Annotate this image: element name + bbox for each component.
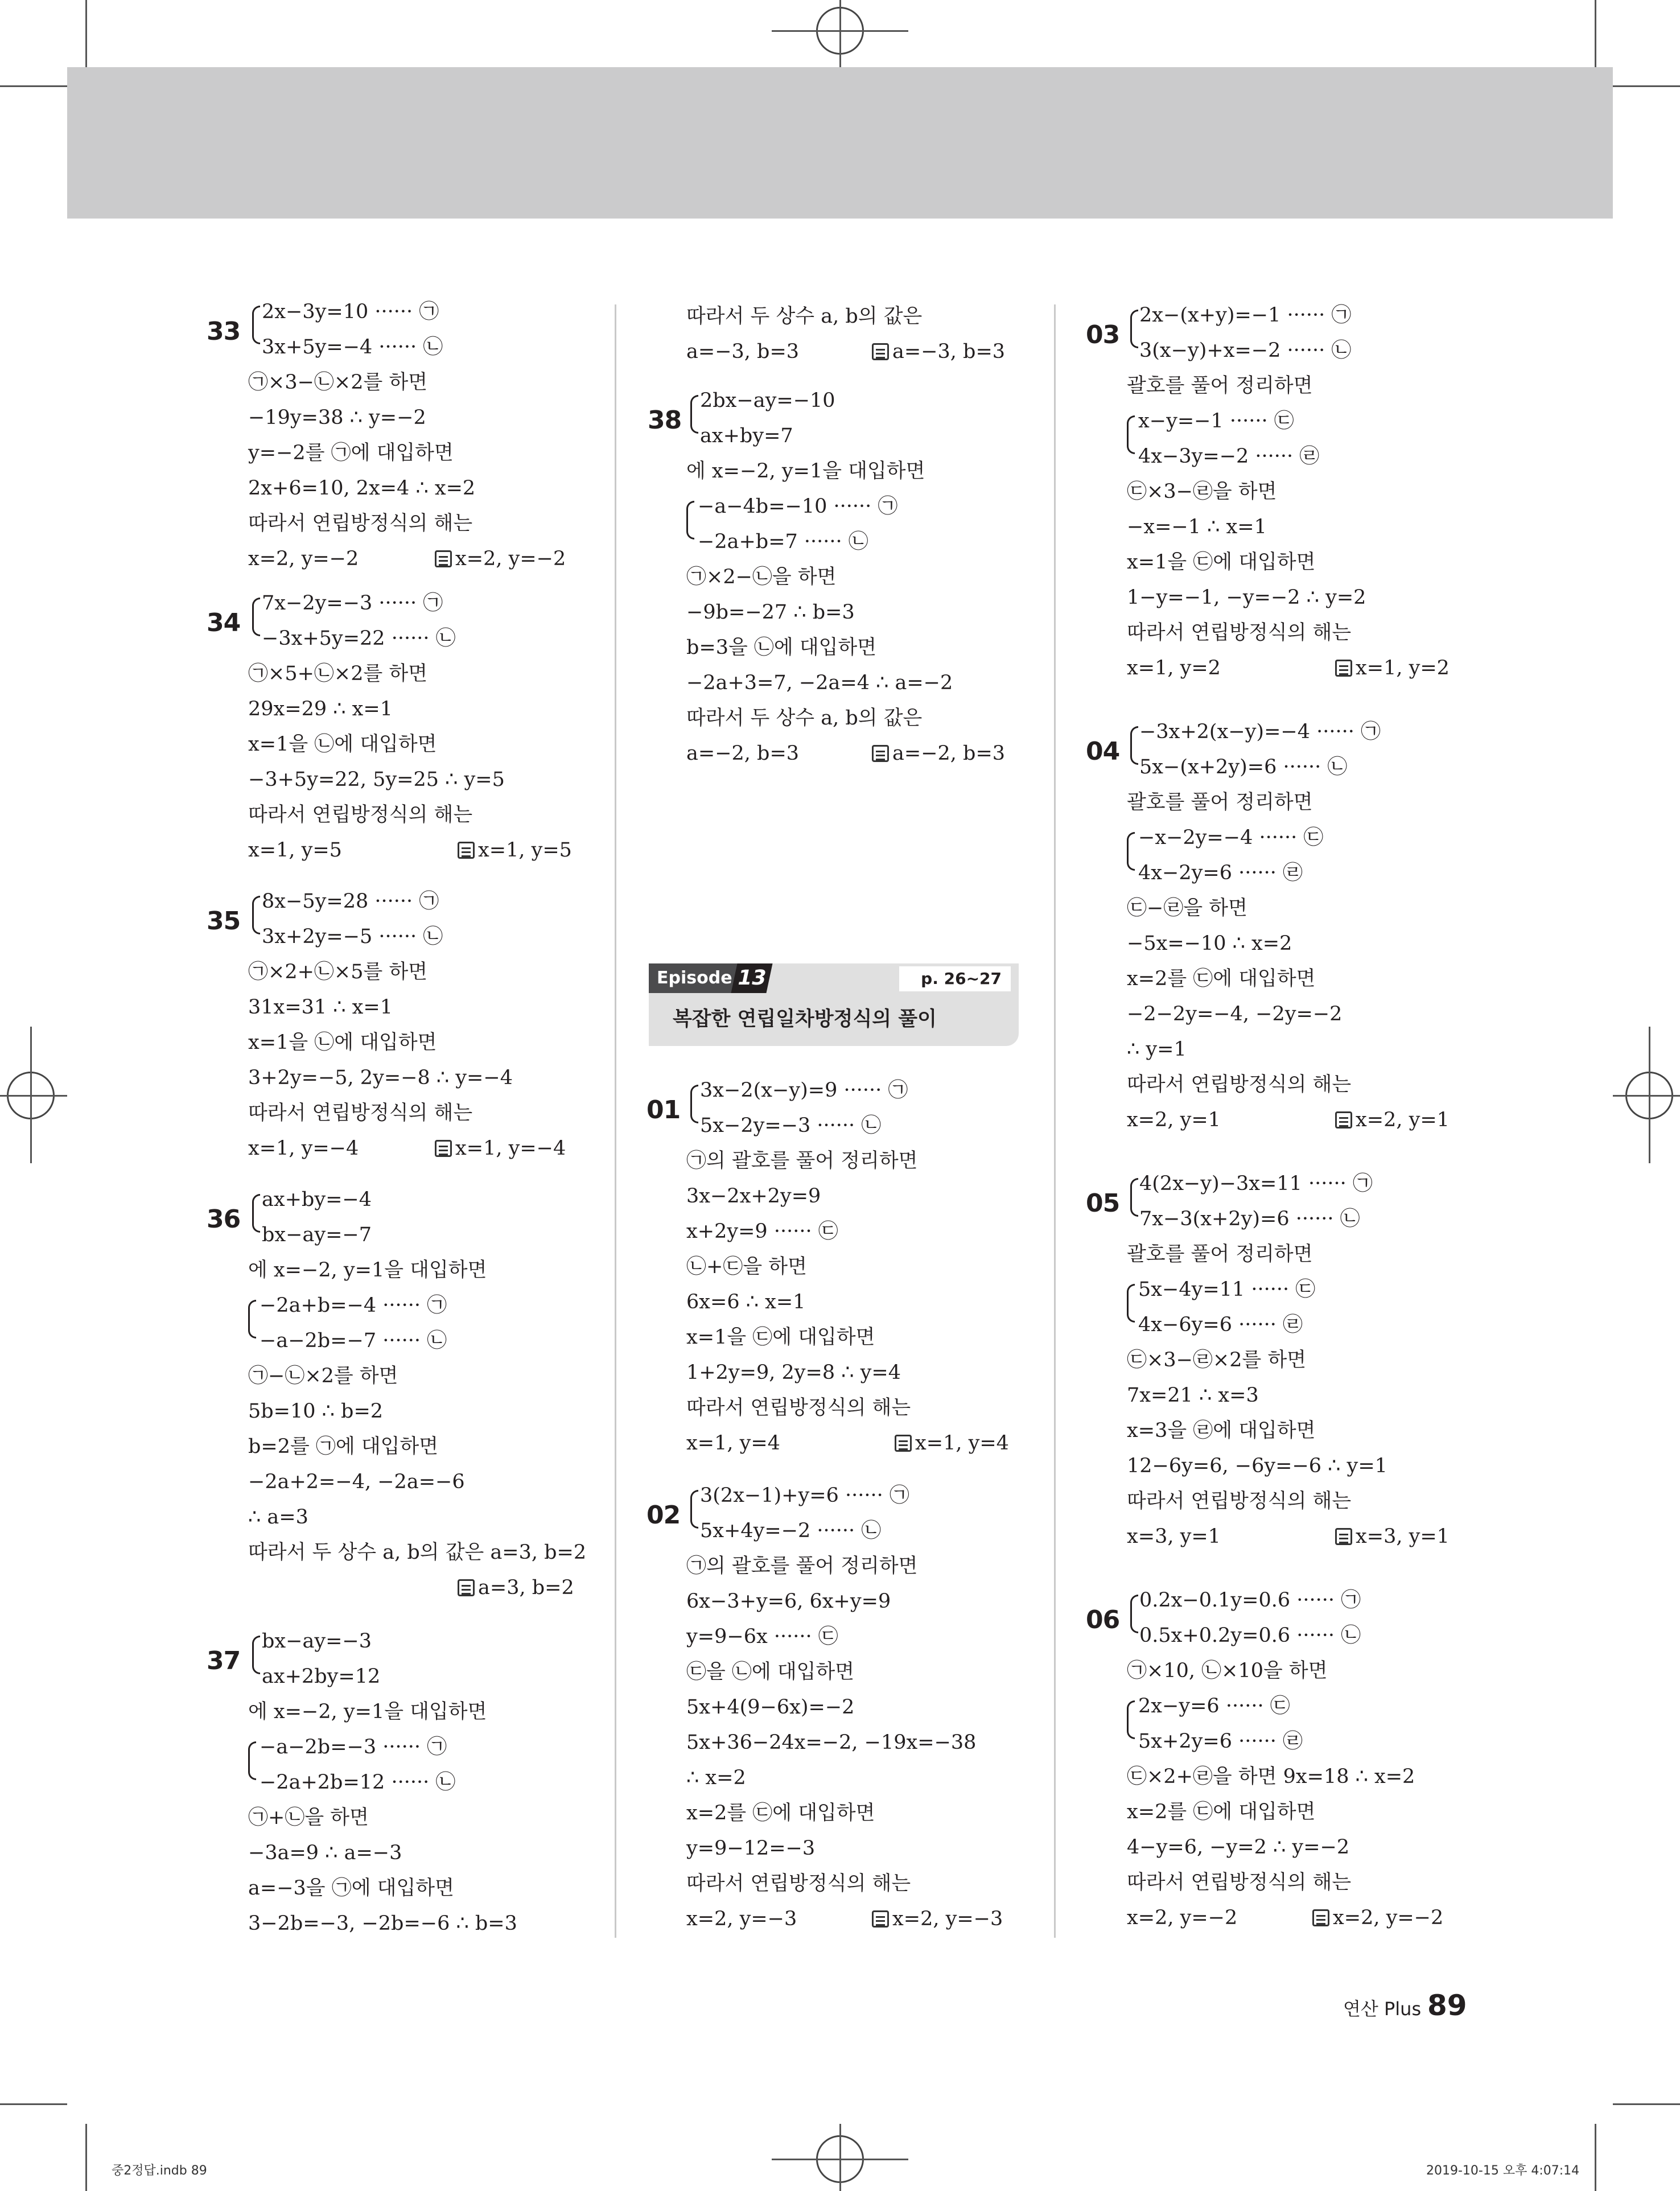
print-slug-file: 중2정답.indb 89 (112, 2164, 207, 2178)
solution-line: x=1을 ㉢에 대입하면 (686, 1326, 875, 1349)
solution-line: 1−y=−1, −y=−2 ∴ y=2 (1127, 586, 1366, 609)
problem-number: 06 (1086, 1605, 1120, 1634)
episode-title: 복잡한 연립일차방정식의 풀이 (673, 1008, 937, 1031)
equation-line: −a−2b=−3 ······ ㉠ (260, 1736, 447, 1758)
solution-line: ㉠×5+㉡×2를 하면 (248, 662, 428, 685)
page-number: 89 (1427, 1989, 1467, 2022)
solution-line: x=1, y=−4 (248, 1137, 359, 1160)
equation-line: 8x−5y=28 ······ ㉠ (262, 890, 439, 913)
episode-tag: Episode (649, 963, 760, 993)
crop-mark (85, 2124, 87, 2191)
solution-line: ㉠의 괄호를 풀어 정리하면 (686, 1555, 918, 1578)
equation-brace (252, 306, 260, 344)
solution-line: 따라서 연립방정식의 해는 (686, 1397, 911, 1419)
solution-line: x=3, y=1 (1127, 1525, 1221, 1548)
solution-line: x=2를 ㉢에 대입하면 (1127, 967, 1316, 990)
solution-line: 31x=31 ∴ x=1 (248, 996, 393, 1019)
solution-line: 따라서 두 상수 a, b의 값은 (686, 305, 923, 328)
answer: a=−2, b=3 (872, 742, 1005, 765)
equation-brace (1127, 832, 1135, 871)
answer-icon (435, 1140, 452, 1157)
answer: x=2, y=1 (1335, 1109, 1450, 1131)
solution-line: 5x+4(9−6x)=−2 (686, 1696, 855, 1719)
problem-number: 01 (647, 1096, 681, 1125)
solution-line: ㉠×2−㉡을 하면 (686, 566, 837, 588)
solution-line: −2−2y=−4, −2y=−2 (1127, 1003, 1343, 1026)
equation-line: −2a+2b=12 ······ ㉡ (260, 1771, 456, 1794)
equation-brace (252, 598, 260, 636)
solution-line: ㉢−㉣을 하면 (1127, 897, 1247, 920)
solution-line: 29x=29 ∴ x=1 (248, 698, 393, 720)
solution-line: ㉢을 ㉡에 대입하면 (686, 1661, 855, 1683)
solution-line: −3a=9 ∴ a=−3 (248, 1842, 402, 1864)
solution-line: b=3을 ㉡에 대입하면 (686, 636, 877, 659)
problem-number: 05 (1086, 1189, 1120, 1218)
header-band (67, 67, 1613, 219)
solution-line: x=1, y=5 (248, 839, 342, 862)
equation-line: 0.5x+0.2y=0.6 ······ ㉡ (1139, 1624, 1361, 1647)
equation-line: ax+by=−4 (262, 1188, 372, 1211)
episode-number: 13 (731, 963, 772, 993)
solution-line: −5x=−10 ∴ x=2 (1127, 932, 1292, 955)
solution-line: −9b=−27 ∴ b=3 (686, 601, 855, 624)
answer: x=2, y=−2 (1312, 1906, 1443, 1929)
problem-number: 02 (647, 1501, 681, 1530)
solution-line: ㉢×2+㉣을 하면 9x=18 ∴ x=2 (1127, 1765, 1415, 1788)
solution-line: ㉢×3−㉣을 하면 (1127, 480, 1277, 503)
answer-icon (1335, 1111, 1352, 1129)
equation-line: 7x−3(x+2y)=6 ······ ㉡ (1139, 1208, 1360, 1230)
solution-line: 12−6y=6, −6y=−6 ∴ y=1 (1127, 1455, 1387, 1477)
solution-line: 괄호를 풀어 정리하면 (1127, 374, 1313, 397)
answer: x=1, y=4 (895, 1432, 1009, 1455)
solution-line: 따라서 연립방정식의 해는 (248, 804, 473, 826)
solution-line: 5x+36−24x=−2, −19x=−38 (686, 1731, 977, 1754)
solution-line: x=2를 ㉢에 대입하면 (686, 1802, 875, 1825)
solution-line: ∴ a=3 (248, 1506, 308, 1529)
solution-line: 따라서 연립방정식의 해는 (1127, 1073, 1352, 1096)
answer: a=−3, b=3 (872, 340, 1005, 363)
solution-line: 에 x=−2, y=1을 대입하면 (686, 460, 925, 483)
equation-line: 4(2x−y)−3x=11 ······ ㉠ (1139, 1172, 1373, 1195)
solution-line: x=2, y=−2 (248, 547, 359, 570)
crop-mark (1595, 0, 1596, 67)
equation-line: −3x+5y=22 ······ ㉡ (262, 627, 456, 650)
equation-line: −a−2b=−7 ······ ㉡ (260, 1329, 447, 1352)
crop-mark (85, 0, 87, 67)
solution-line: y=9−12=−3 (686, 1837, 816, 1860)
solution-line: −x=−1 ∴ x=1 (1127, 516, 1267, 538)
equation-line: −2a+b=−4 ······ ㉠ (260, 1294, 447, 1317)
answer: x=1, y=5 (458, 839, 572, 862)
equation-line: 2x−(x+y)=−1 ······ ㉠ (1139, 304, 1352, 327)
problem-number: 37 (207, 1646, 241, 1675)
equation-line: x−y=−1 ······ ㉢ (1138, 410, 1294, 433)
equation-line: 4x−2y=6 ······ ㉣ (1138, 862, 1303, 884)
equation-brace (1130, 1178, 1138, 1217)
problem-number: 34 (207, 608, 241, 637)
solution-line: 5b=10 ∴ b=2 (248, 1400, 384, 1423)
equation-brace (1130, 1595, 1138, 1633)
solution-line: 에 x=−2, y=1을 대입하면 (248, 1259, 487, 1282)
solution-line: x=3을 ㉣에 대입하면 (1127, 1419, 1316, 1442)
crop-mark (1595, 2124, 1596, 2191)
equation-brace (1130, 310, 1138, 348)
problem-number: 33 (207, 317, 241, 346)
solution-line: ㉡+㉢을 하면 (686, 1255, 807, 1278)
equation-brace (1127, 415, 1135, 454)
answer-icon (1335, 1528, 1352, 1545)
answer: a=3, b=2 (458, 1576, 574, 1599)
solution-line: x=1, y=2 (1127, 657, 1221, 679)
equation-line: 0.2x−0.1y=0.6 ······ ㉠ (1139, 1589, 1361, 1612)
solution-line: 괄호를 풀어 정리하면 (1127, 791, 1313, 814)
solution-line: 따라서 연립방정식의 해는 (1127, 1871, 1352, 1894)
solution-line: ㉢×3−㉣×2를 하면 (1127, 1349, 1307, 1372)
equation-line: 3x+2y=−5 ······ ㉡ (262, 925, 443, 948)
answer-icon (458, 842, 475, 859)
crop-mark (0, 1095, 67, 1097)
equation-brace (252, 1194, 260, 1233)
answer-icon (458, 1579, 475, 1596)
equation-brace (252, 1636, 260, 1674)
solution-line: ∴ x=2 (686, 1766, 746, 1789)
equation-line: −a−4b=−10 ······ ㉠ (698, 495, 898, 518)
column-divider (615, 304, 616, 1938)
answer: x=1, y=2 (1335, 657, 1450, 679)
equation-line: 3(x−y)+x=−2 ······ ㉡ (1139, 339, 1352, 362)
equation-line: 5x−(x+2y)=6 ······ ㉡ (1139, 756, 1348, 779)
problem-number: 35 (207, 907, 241, 936)
equation-line: bx−ay=−3 (262, 1630, 372, 1653)
problem-number: 36 (207, 1205, 241, 1234)
equation-line: −2a+b=7 ······ ㉡ (698, 530, 868, 553)
solution-line: 3+2y=−5, 2y=−8 ∴ y=−4 (248, 1066, 513, 1089)
equation-line: 3x−2(x−y)=9 ······ ㉠ (700, 1079, 908, 1102)
solution-line: ∴ y=1 (1127, 1038, 1187, 1061)
answer-icon (1312, 1909, 1329, 1926)
solution-line: a=−3, b=3 (686, 340, 800, 363)
problem-number: 38 (648, 406, 682, 435)
equation-line: 5x+4y=−2 ······ ㉡ (700, 1519, 882, 1542)
solution-line: 따라서 두 상수 a, b의 값은 (686, 707, 923, 730)
answer-icon (1335, 660, 1352, 677)
solution-line: x=1을 ㉡에 대입하면 (248, 1031, 437, 1054)
solution-line: x=2, y=1 (1127, 1109, 1221, 1131)
equation-line: −x−2y=−4 ······ ㉢ (1138, 826, 1324, 849)
solution-line: x=2를 ㉢에 대입하면 (1127, 1801, 1316, 1823)
equation-brace (690, 1490, 698, 1529)
answer-icon (872, 1910, 889, 1928)
answer: x=1, y=−4 (435, 1137, 566, 1160)
crop-mark (1613, 1095, 1680, 1097)
solution-line: ㉠의 괄호를 풀어 정리하면 (686, 1150, 918, 1172)
equation-line: ax+2by=12 (262, 1665, 381, 1688)
solution-line: 따라서 연립방정식의 해는 (686, 1872, 911, 1895)
solution-line: ㉠×3−㉡×2를 하면 (248, 371, 428, 394)
solution-line: ㉠+㉡을 하면 (248, 1806, 369, 1829)
equation-line: 5x−4y=11 ······ ㉢ (1138, 1278, 1316, 1301)
solution-line: 7x=21 ∴ x=3 (1127, 1384, 1259, 1407)
equation-brace (248, 1300, 256, 1339)
equation-line: −3x+2(x−y)=−4 ······ ㉠ (1139, 720, 1381, 743)
solution-line: −2a+2=−4, −2a=−6 (248, 1471, 465, 1493)
solution-line: 따라서 연립방정식의 해는 (1127, 1490, 1352, 1513)
solution-line: 1+2y=9, 2y=8 ∴ y=4 (686, 1361, 901, 1384)
solution-line: 6x−3+y=6, 6x+y=9 (686, 1590, 891, 1613)
footer-section-label: 연산 Plus (1343, 1998, 1422, 2020)
solution-line: y=−2를 ㉠에 대입하면 (248, 442, 454, 464)
crop-mark (1613, 2103, 1680, 2105)
solution-line: 3−2b=−3, −2b=−6 ∴ b=3 (248, 1912, 517, 1935)
equation-brace (252, 896, 260, 934)
solution-line: 2x+6=10, 2x=4 ∴ x=2 (248, 477, 476, 500)
solution-line: 따라서 두 상수 a, b의 값은 a=3, b=2 (248, 1541, 587, 1564)
equation-line: 4x−6y=6 ······ ㉣ (1138, 1313, 1303, 1336)
crop-mark (1613, 85, 1680, 87)
solution-line: 따라서 연립방정식의 해는 (1127, 621, 1352, 644)
answer: x=2, y=−3 (872, 1908, 1003, 1930)
equation-brace (690, 395, 698, 434)
solution-line: 괄호를 풀어 정리하면 (1127, 1243, 1313, 1266)
solution-line: 6x=6 ∴ x=1 (686, 1291, 806, 1313)
equation-line: ax+by=7 (700, 425, 793, 447)
crop-mark (0, 2103, 67, 2105)
solution-line: −2a+3=7, −2a=4 ∴ a=−2 (686, 672, 953, 694)
solution-line: x=1, y=4 (686, 1432, 780, 1455)
solution-line: −3+5y=22, 5y=25 ∴ y=5 (248, 768, 505, 791)
solution-line: y=9−6x ······ ㉢ (686, 1625, 838, 1648)
solution-line: ㉠×2+㉡×5를 하면 (248, 961, 428, 983)
solution-line: x=1을 ㉢에 대입하면 (1127, 551, 1316, 574)
equation-line: bx−ay=−7 (262, 1224, 372, 1246)
solution-line: a=−3을 ㉠에 대입하면 (248, 1877, 454, 1900)
equation-line: 2x−y=6 ······ ㉢ (1138, 1695, 1290, 1718)
answer-icon (872, 343, 889, 360)
column-divider (1054, 304, 1056, 1938)
equation-line: 3x+5y=−4 ······ ㉡ (262, 336, 443, 359)
solution-line: x=2, y=−3 (686, 1908, 797, 1930)
crop-mark (839, 2124, 841, 2191)
solution-line: ㉠−㉡×2를 하면 (248, 1365, 398, 1387)
solution-line: b=2를 ㉠에 대입하면 (248, 1435, 439, 1458)
solution-line: ㉠×10, ㉡×10을 하면 (1127, 1659, 1328, 1682)
equation-brace (690, 1085, 698, 1123)
equation-line: 7x−2y=−3 ······ ㉠ (262, 592, 443, 615)
solution-line: 따라서 연립방정식의 해는 (248, 1102, 473, 1125)
answer: x=2, y=−2 (435, 547, 566, 570)
equation-line: 3(2x−1)+y=6 ······ ㉠ (700, 1484, 909, 1507)
equation-line: 4x−3y=−2 ······ ㉣ (1138, 445, 1320, 468)
crop-mark (839, 0, 841, 67)
solution-line: 에 x=−2, y=1을 대입하면 (248, 1700, 487, 1723)
solution-line: −19y=38 ∴ y=−2 (248, 406, 426, 429)
answer: x=3, y=1 (1335, 1525, 1450, 1548)
problem-number: 04 (1086, 737, 1120, 766)
equation-brace (1127, 1700, 1135, 1739)
solution-line: 4−y=6, −y=2 ∴ y=−2 (1127, 1836, 1350, 1859)
equation-brace (248, 1741, 256, 1780)
solution-line: 따라서 연립방정식의 해는 (248, 512, 473, 535)
equation-line: 5x+2y=6 ······ ㉣ (1138, 1730, 1303, 1753)
crop-mark (0, 85, 67, 87)
solution-line: 3x−2x+2y=9 (686, 1185, 821, 1208)
equation-brace (686, 501, 694, 539)
episode-pages: p. 26~27 (899, 966, 1011, 991)
answer-icon (895, 1435, 912, 1452)
equation-line: 2bx−ay=−10 (700, 389, 835, 412)
solution-line: x+2y=9 ······ ㉢ (686, 1220, 838, 1243)
solution-line: x=1을 ㉡에 대입하면 (248, 733, 437, 756)
solution-line: a=−2, b=3 (686, 742, 800, 765)
equation-line: 5x−2y=−3 ······ ㉡ (700, 1114, 882, 1137)
problem-number: 03 (1086, 320, 1120, 349)
print-slug-timestamp: 2019-10-15 오후 4:07:14 (1426, 2164, 1580, 2178)
equation-line: 2x−3y=10 ······ ㉠ (262, 300, 439, 323)
answer-icon (872, 745, 889, 762)
equation-brace (1127, 1284, 1135, 1323)
solution-line: x=2, y=−2 (1127, 1906, 1238, 1929)
equation-brace (1130, 726, 1138, 765)
answer-icon (435, 550, 452, 567)
